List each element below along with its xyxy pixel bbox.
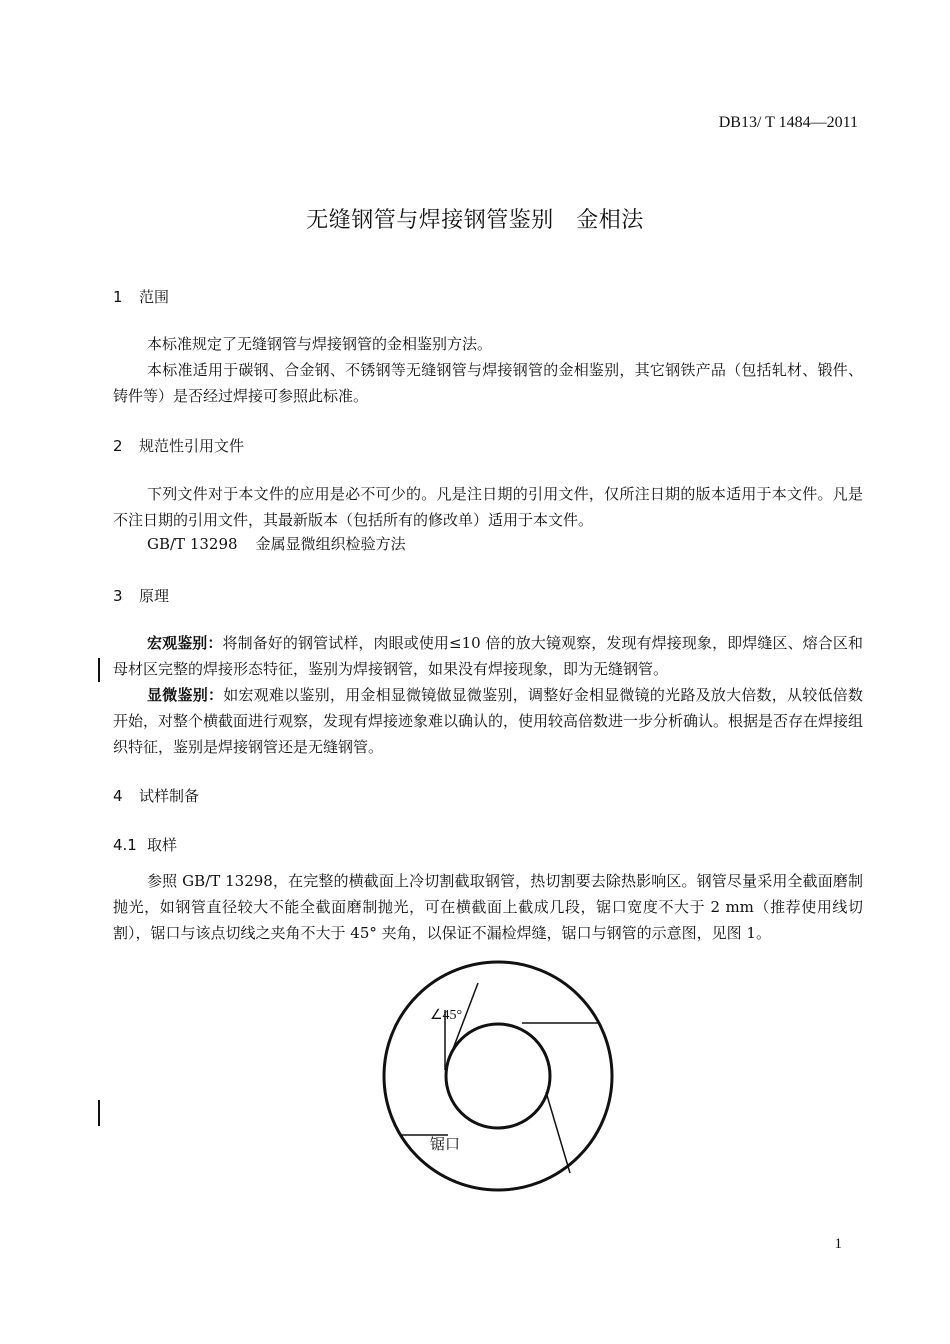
reference-title: 金属显微组织检验方法 — [255, 535, 406, 553]
outer-circle — [384, 962, 612, 1190]
inner-circle — [446, 1024, 550, 1128]
angle-label: ∠45° — [430, 1008, 463, 1023]
section-4-heading — [113, 785, 199, 806]
normative-reference — [147, 533, 406, 554]
section-number: 4 — [113, 787, 123, 805]
section-1-paragraph-1: 本标准规定了无缝钢管与焊接钢管的金相鉴别方法。 — [147, 335, 493, 353]
section-number: 1 — [113, 288, 123, 306]
reference-code: GB/T 13298 — [147, 535, 238, 553]
section-2-heading — [113, 435, 244, 456]
macro-lead: 宏观鉴别： — [147, 634, 223, 652]
section-1-heading — [113, 286, 169, 307]
macro-identification-paragraph — [113, 630, 863, 682]
section-title: 规范性引用文件 — [139, 437, 245, 455]
section-title: 取样 — [147, 836, 178, 854]
saw-cut-label: 锯口 — [430, 1135, 461, 1153]
saw-cut-line — [546, 1092, 570, 1173]
figure-1-pipe-diagram — [380, 955, 630, 1219]
section-2-paragraph-1: 下列文件对于本文件的应用是必不可少的。凡是注日期的引用文件，仅所注日期的版本适用于本文件。凡是不注日期的引用文件，其最新版本（包括所有的修改单）适用于本文件。 — [113, 485, 863, 529]
section-number: 2 — [113, 437, 123, 455]
section-number: 3 — [113, 587, 123, 605]
revision-mark — [98, 1100, 100, 1126]
section-4-1-paragraph-1: 参照 GB/T 13298，在完整的横截面上冷切割截取钢管，热切割要去除热影响区。钢管尽量采用全截面磨制抛光，如钢管直径较大不能全截面磨制抛光，可在横截面上截成几段，锯口宽度不大于 2 mm（推荐使用线切割），锯口与该点切线之夹角不大于 45° 夹角，以保证不漏检焊缝，锯口与钢管的示意图，见图 1。 — [113, 872, 863, 942]
macro-text: 将制备好的钢管试样，肉眼或使用≤10 倍的放大镜观察，发现有焊接现象，即焊缝区、熔合区和母材区完整的焊接形态特征，鉴别为焊接钢管，如果没有焊接现象，即为无缝钢管。 — [113, 634, 863, 678]
angle-arm-diagonal — [445, 983, 478, 1070]
section-title: 原理 — [139, 587, 170, 605]
micro-lead: 显微鉴别： — [147, 686, 224, 704]
section-4-1-heading — [113, 834, 177, 855]
section-number: 4.1 — [113, 836, 137, 854]
section-3-heading — [113, 585, 169, 606]
micro-text: 如宏观难以鉴别，用金相显微镜做显微鉴别，调整好金相显微镜的光路及放大倍数，从较低倍数开始，对整个横截面进行观察，发现有焊接迹象难以确认的，使用较高倍数进一步分析确认。根据是否存在焊接组织特征，鉴别是焊接钢管还是无缝钢管。 — [113, 686, 864, 756]
revision-mark — [98, 658, 100, 682]
section-1-paragraph-2: 本标准适用于碳钢、合金钢、不锈钢等无缝钢管与焊接钢管的金相鉴别，其它钢铁产品（包括轧材、锻件、铸件等）是否经过焊接可参照此标准。 — [113, 361, 863, 405]
section-title: 范围 — [139, 288, 170, 306]
standard-code: DB13/ T 1484—2011 — [718, 114, 858, 131]
section-title: 试样制备 — [139, 787, 200, 805]
page-number: 1 — [834, 1236, 842, 1252]
micro-identification-paragraph — [113, 682, 863, 760]
document-title: 无缝钢管与焊接钢管鉴别 金相法 — [306, 208, 644, 233]
